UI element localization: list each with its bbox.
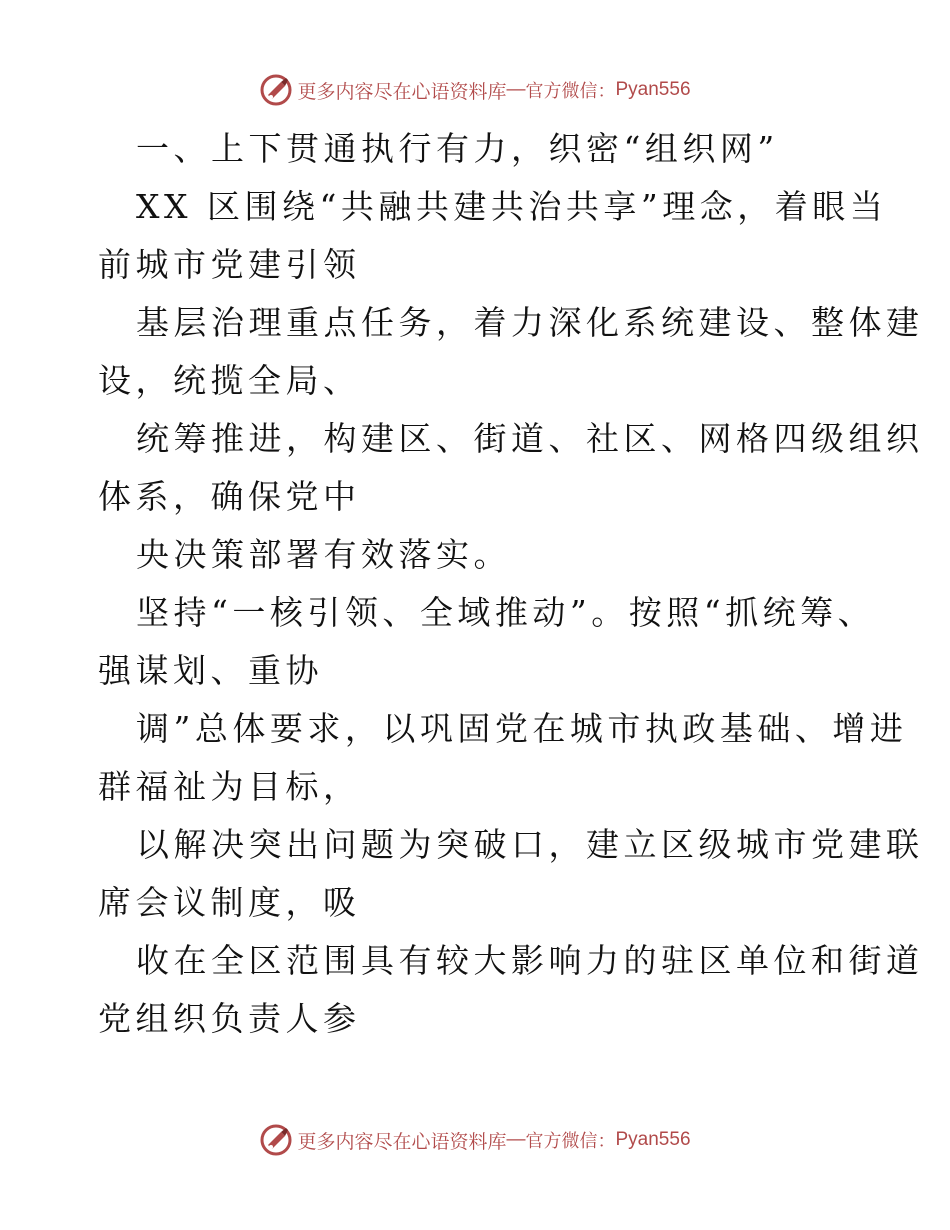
- paragraph-line: 强谋划、重协: [98, 651, 323, 690]
- paragraph-line: 调”总体要求，以巩固党在城市执政基础、增进: [136, 709, 908, 748]
- paragraph-line: 体系，确保党中: [98, 477, 361, 516]
- paragraph-line: 党组织负责人参: [98, 999, 361, 1038]
- paragraph-line: 统筹推进，构建区、街道、社区、网格四级组织: [136, 419, 924, 458]
- banner-wechat-id: Pyan556: [615, 79, 691, 100]
- paragraph-line: 前城市党建引领: [98, 245, 361, 284]
- paragraph-line: 坚持“一核引领、全域推动”。按照“抓统筹、: [136, 593, 876, 632]
- paragraph-line: 设，统揽全局、: [98, 361, 361, 400]
- paragraph-line: 席会议制度，吸: [98, 883, 361, 922]
- paragraph-line: 收在全区范围具有较大影响力的驻区单位和街道: [136, 941, 924, 980]
- paragraph-line: XX 区围绕“共融共建共治共享”理念，着眼当: [136, 187, 888, 226]
- paragraph-line: 基层治理重点任务，着力深化系统建设、整体建: [136, 303, 924, 342]
- banner-main-text: 更多内容尽在心语资料库: [297, 80, 507, 103]
- banner-wechat-label: 官方微信：: [525, 1131, 616, 1152]
- banner-separator: —: [506, 79, 526, 100]
- heading-line: 一、上下贯通执行有力，织密“组织网”: [136, 129, 779, 168]
- brand-logo-icon: [259, 73, 293, 107]
- banner-separator: —: [506, 1129, 526, 1150]
- header-banner: [0, 70, 950, 110]
- banner-wechat-label: 官方微信：: [525, 81, 616, 102]
- banner-wechat-id: Pyan556: [615, 1129, 691, 1150]
- footer-banner: [0, 1120, 950, 1160]
- paragraph-line: 群福祉为目标，: [98, 767, 361, 806]
- banner-main-text: 更多内容尽在心语资料库: [297, 1130, 507, 1153]
- paragraph-line: 央决策部署有效落实。: [136, 535, 511, 574]
- paragraph-line: 以解决突出问题为突破口，建立区级城市党建联: [136, 825, 924, 864]
- brand-logo-icon: [259, 1123, 293, 1157]
